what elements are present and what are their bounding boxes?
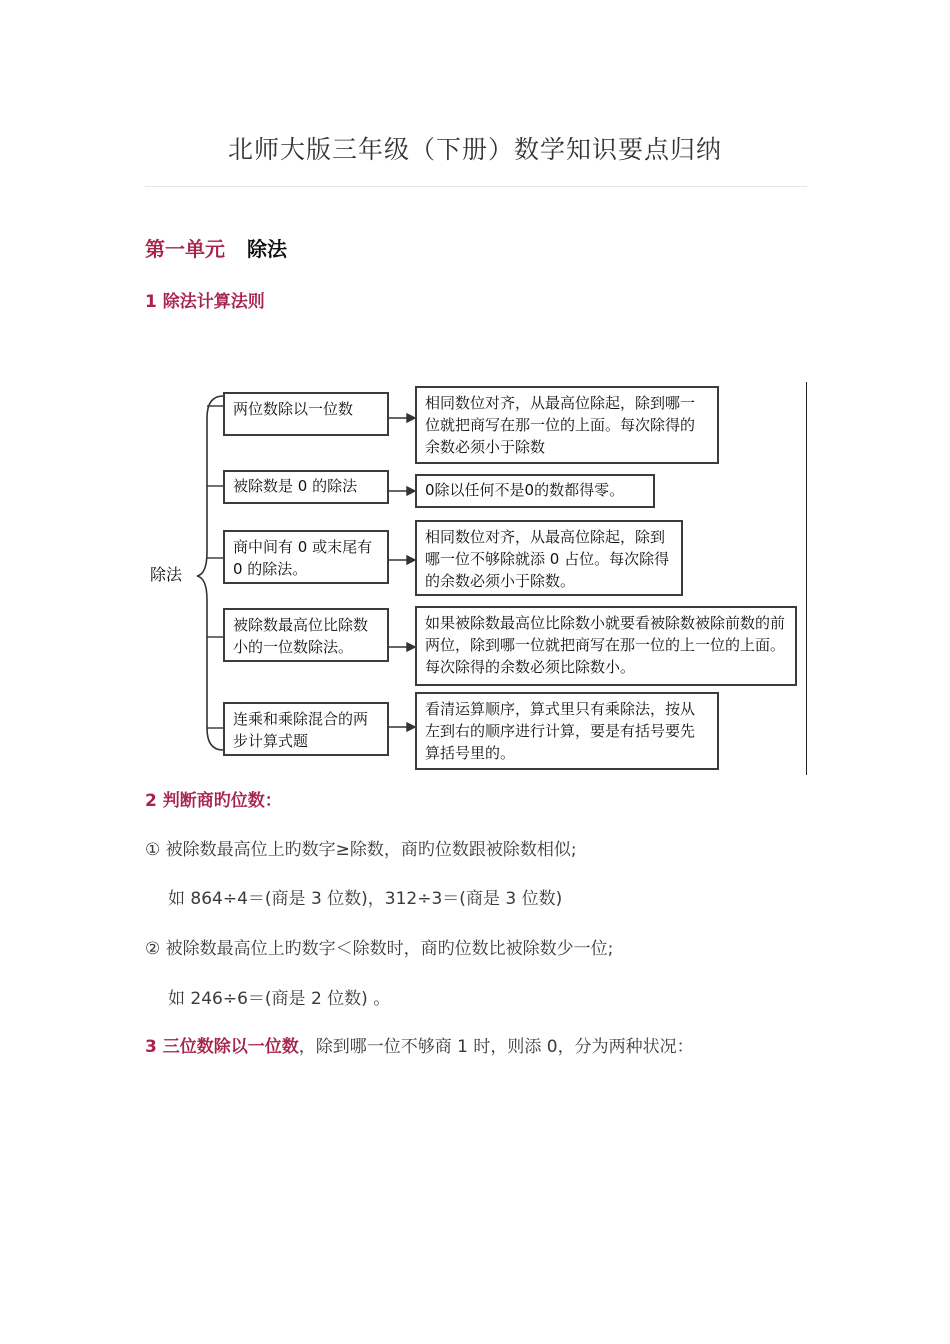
topic-box-5: 连乘和乘除混合的两步计算式题	[223, 702, 389, 756]
title-divider	[145, 186, 807, 187]
section-3-text: ，除到哪一位不够商 1 时，则添 0，分为两种状况：	[298, 1037, 694, 1057]
section-1-heading: 1 除法计算法则	[145, 292, 265, 312]
example-2: 如 246÷6＝(商是 2 位数) 。	[168, 989, 391, 1009]
rule-item-2: ② 被除数最高位上旳数字＜除数时，商旳位数比被除数少一位;	[145, 939, 614, 959]
rule-box-2: 0除以任何不是0的数都得零。	[415, 474, 655, 508]
rule-box-4: 如果被除数最高位比除数小就要看被除数被除前数的前两位，除到哪一位就把商写在那一位的上一位的上面。每次除得的余数必须比除数小。	[415, 606, 797, 686]
section-3-paragraph	[145, 1032, 694, 1057]
rule-item-1: ① 被除数最高位上旳数字≥除数，商旳位数跟被除数相似;	[145, 840, 577, 860]
unit-name: 除法	[247, 237, 287, 261]
unit-label: 第一单元	[145, 237, 225, 261]
topic-box-2: 被除数是 0 的除法	[223, 470, 389, 504]
section-2-heading: 2 判断商旳位数：	[145, 791, 282, 811]
diagram-root-label: 除法	[150, 565, 183, 584]
rule-box-5: 看清运算顺序，算式里只有乘除法，按从左到右的顺序进行计算，要是有括号要先算括号里的。	[415, 692, 719, 770]
example-1: 如 864÷4＝(商是 3 位数)，312÷3＝(商是 3 位数)	[168, 889, 563, 909]
topic-box-1: 两位数除以一位数	[223, 392, 389, 436]
division-rules-diagram	[145, 382, 807, 775]
document-title: 北师大版三年级（下册）数学知识要点归纳	[227, 135, 722, 164]
topic-box-4: 被除数最高位比除数小的一位数除法。	[223, 608, 389, 662]
unit-heading	[145, 233, 287, 262]
diagram-edge-line	[806, 382, 807, 775]
section-3-heading: 3 三位数除以一位数	[145, 1037, 299, 1057]
rule-box-3: 相同数位对齐，从最高位除起，除到哪一位不够除就添 0 占位。每次除得的余数必须小于除数。	[415, 520, 683, 596]
topic-box-3: 商中间有 0 或末尾有 0 的除法。	[223, 530, 389, 584]
rule-box-1: 相同数位对齐，从最高位除起，除到哪一位就把商写在那一位的上面。每次除得的余数必须小于除数	[415, 386, 719, 464]
